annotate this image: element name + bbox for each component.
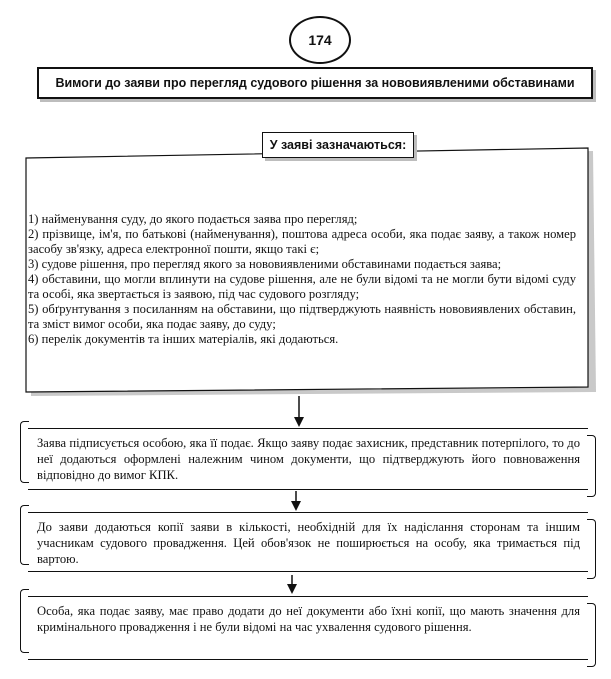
arrow-1 [294,396,304,427]
list-item-4: 4) обставини, що могли вплинути на судове рішення, але не були відомі та не могли бути відомі суду та особі, яка звертається із заявою, під час судового розгляду; [28,272,576,301]
requirements-list [28,212,576,347]
list-item-2: 2) прізвище, ім'я, по батькові (найменування), поштова адреса особи, яка подає заяву, а також номер засобу зв'язку, адреса електронної пошти, якщо такі є; [28,227,576,256]
attachments-right-box [28,596,588,660]
signature-requirement-box [28,428,588,490]
attachments-right-text: Особа, яка подає заяву, має право додати до неї документи або їхні копії, що мають значення для кримінального провадження і не були відомі на час ухвалення судового рішення. [37,604,580,634]
arrow-2 [291,491,301,511]
signature-requirement-text: Заява підписується особою, яка її подає. Якщо заяву подає захисник, представник потерпілого, то до неї додаються оформлені належним чином документи, що підтверджують його повноваження відповідно до вимог КПК. [37,436,580,482]
copies-requirement-box [28,512,588,572]
page-number: 174 [289,16,351,64]
list-item-3: 3) судове рішення, про перегляд якого за нововиявленими обставинами подається заява; [28,257,502,271]
list-heading: У заяві зазначаються: [262,132,414,158]
list-item-5: 5) обґрунтування з посиланням на обставини, що підтверджують наявність нововиявлених обставин, та зміст вимог особи, яка подає заяву, до суду; [28,302,576,331]
copies-requirement-text: До заяви додаються копії заяви в кількості, необхідній для їх надіслання сторонам та іншим учасникам судового провадження. Цей обов'язок не поширюється на особу, яка тримається під вартою. [37,520,580,566]
list-item-1: 1) найменування суду, до якого подається заява про перегляд; [28,212,358,226]
list-item-6: 6) перелік документів та інших матеріалів, які додаються. [28,332,339,346]
arrow-3 [287,575,297,594]
diagram-title: Вимоги до заяви про перегляд судового рішення за нововиявленими обставинами [37,67,593,99]
